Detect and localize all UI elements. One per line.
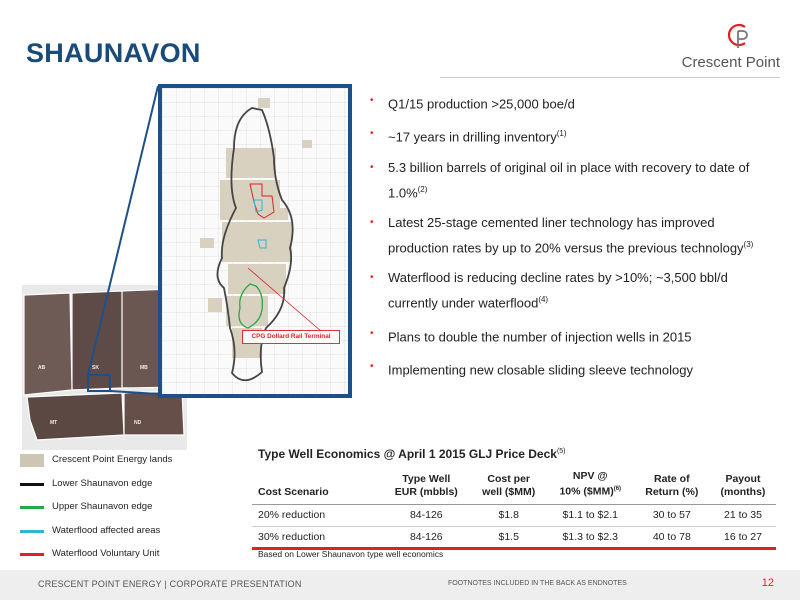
province-label-mt: MT — [50, 420, 58, 426]
table-cell: $1.8 — [471, 504, 547, 526]
bullet-dot-icon: • — [370, 161, 374, 173]
table-cell: 16 to 27 — [710, 526, 776, 548]
bullet-item: • Latest 25-stage cemented liner technology has improved production rates by up to 20% versus the previous technology$^{(3)}$ — [370, 212, 770, 259]
legend-item-upper-edge — [20, 497, 240, 521]
page-footer — [0, 570, 800, 600]
column-header: Payout (months) — [710, 466, 776, 504]
table-cell: 20% reduction — [252, 504, 382, 526]
legend-line — [20, 483, 44, 486]
page-number: 12 — [761, 577, 774, 589]
legend-label: Lower Shaunavon edge — [52, 477, 153, 489]
table-row — [252, 526, 776, 548]
table-title: Type Well Economics @ April 1 2015 GLJ Price Deck$^{(5)}$ — [258, 447, 566, 461]
legend-swatch — [20, 454, 44, 467]
table-cell: $1.5 — [471, 526, 547, 548]
table-row — [252, 504, 776, 526]
table-cell: $1.1 to $2.1 — [547, 504, 634, 526]
footer-endnotes: FOOTNOTES INCLUDED IN THE BACK AS ENDNOTES — [448, 580, 627, 587]
legend-label: Waterflood affected areas — [52, 524, 161, 536]
legend-item-waterflood — [20, 521, 240, 545]
table-cell: 84-126 — [382, 526, 471, 548]
column-header: Type Well EUR (mbbls) — [382, 466, 471, 504]
table-footnote: Based on Lower Shaunavon type well economics — [258, 549, 444, 559]
terminal-label: CPG Dollard Rail Terminal — [242, 330, 340, 344]
bullet-dot-icon: • — [370, 272, 374, 284]
legend-label: Upper Shaunavon edge — [52, 501, 153, 512]
table-cell: 30 to 57 — [634, 504, 710, 526]
column-header: Rate of Return (%) — [634, 466, 710, 504]
footer-company: CRESCENT POINT ENERGY | CORPORATE PRESENTATION — [38, 579, 302, 589]
bullet-item: • ~17 years in drilling inventory$^{(1)}$ — [370, 123, 770, 148]
legend-line — [20, 506, 44, 509]
bullet-dot-icon: • — [370, 360, 374, 372]
map-legend — [20, 450, 240, 568]
legend-item-lands — [20, 450, 240, 474]
bullet-item: • 5.3 billion barrels of original oil in place with recovery to date of 1.0%$^{(2)}$ — [370, 157, 770, 204]
bullet-item: • Implementing new closable sliding sleeve technology — [370, 356, 770, 381]
legend-item-voluntary-unit — [20, 544, 240, 568]
legend-line — [20, 553, 44, 556]
province-label-sk: SK — [92, 365, 99, 371]
logo-text: Crescent Point — [681, 54, 780, 71]
bullet-dot-icon: • — [370, 95, 374, 106]
legend-label: Waterflood Voluntary Unit — [52, 548, 160, 559]
type-well-economics-table — [252, 466, 776, 550]
key-points-list — [370, 90, 770, 389]
column-header: NPV @ 10% ($MM)$^{(6)}$ — [547, 466, 634, 504]
table-cell: $1.3 to $2.3 — [547, 526, 634, 548]
legend-line — [20, 530, 44, 533]
shaunavon-map — [158, 84, 352, 398]
bullet-dot-icon: • — [370, 327, 374, 339]
province-label-mb: MB — [140, 365, 148, 371]
bullet-item: • Q1/15 production >25,000 boe/d — [370, 90, 770, 115]
province-label-ab: AB — [38, 365, 46, 371]
province-label-nd: ND — [134, 420, 142, 426]
page-title: SHAUNAVON — [26, 38, 201, 68]
table-header-row — [252, 466, 776, 504]
column-header: Cost per well ($MM) — [471, 466, 547, 504]
table-cell: 40 to 78 — [634, 526, 710, 548]
column-header: Cost Scenario — [252, 466, 382, 504]
table-cell: 21 to 35 — [710, 504, 776, 526]
bullet-dot-icon: • — [370, 216, 374, 228]
table-cell: 84-126 — [382, 504, 471, 526]
legend-label: Crescent Point Energy lands — [52, 454, 173, 465]
bullet-item: • Plans to double the number of injection wells in 2015 — [370, 323, 770, 348]
legend-item-lower-edge — [20, 474, 240, 498]
bullet-dot-icon: • — [370, 128, 374, 140]
bullet-item: • Waterflood is reducing decline rates by >10%; ~3,500 bbl/d currently under waterflood$^{(4)}$ — [370, 267, 770, 314]
table-cell: 30% reduction — [252, 526, 382, 548]
